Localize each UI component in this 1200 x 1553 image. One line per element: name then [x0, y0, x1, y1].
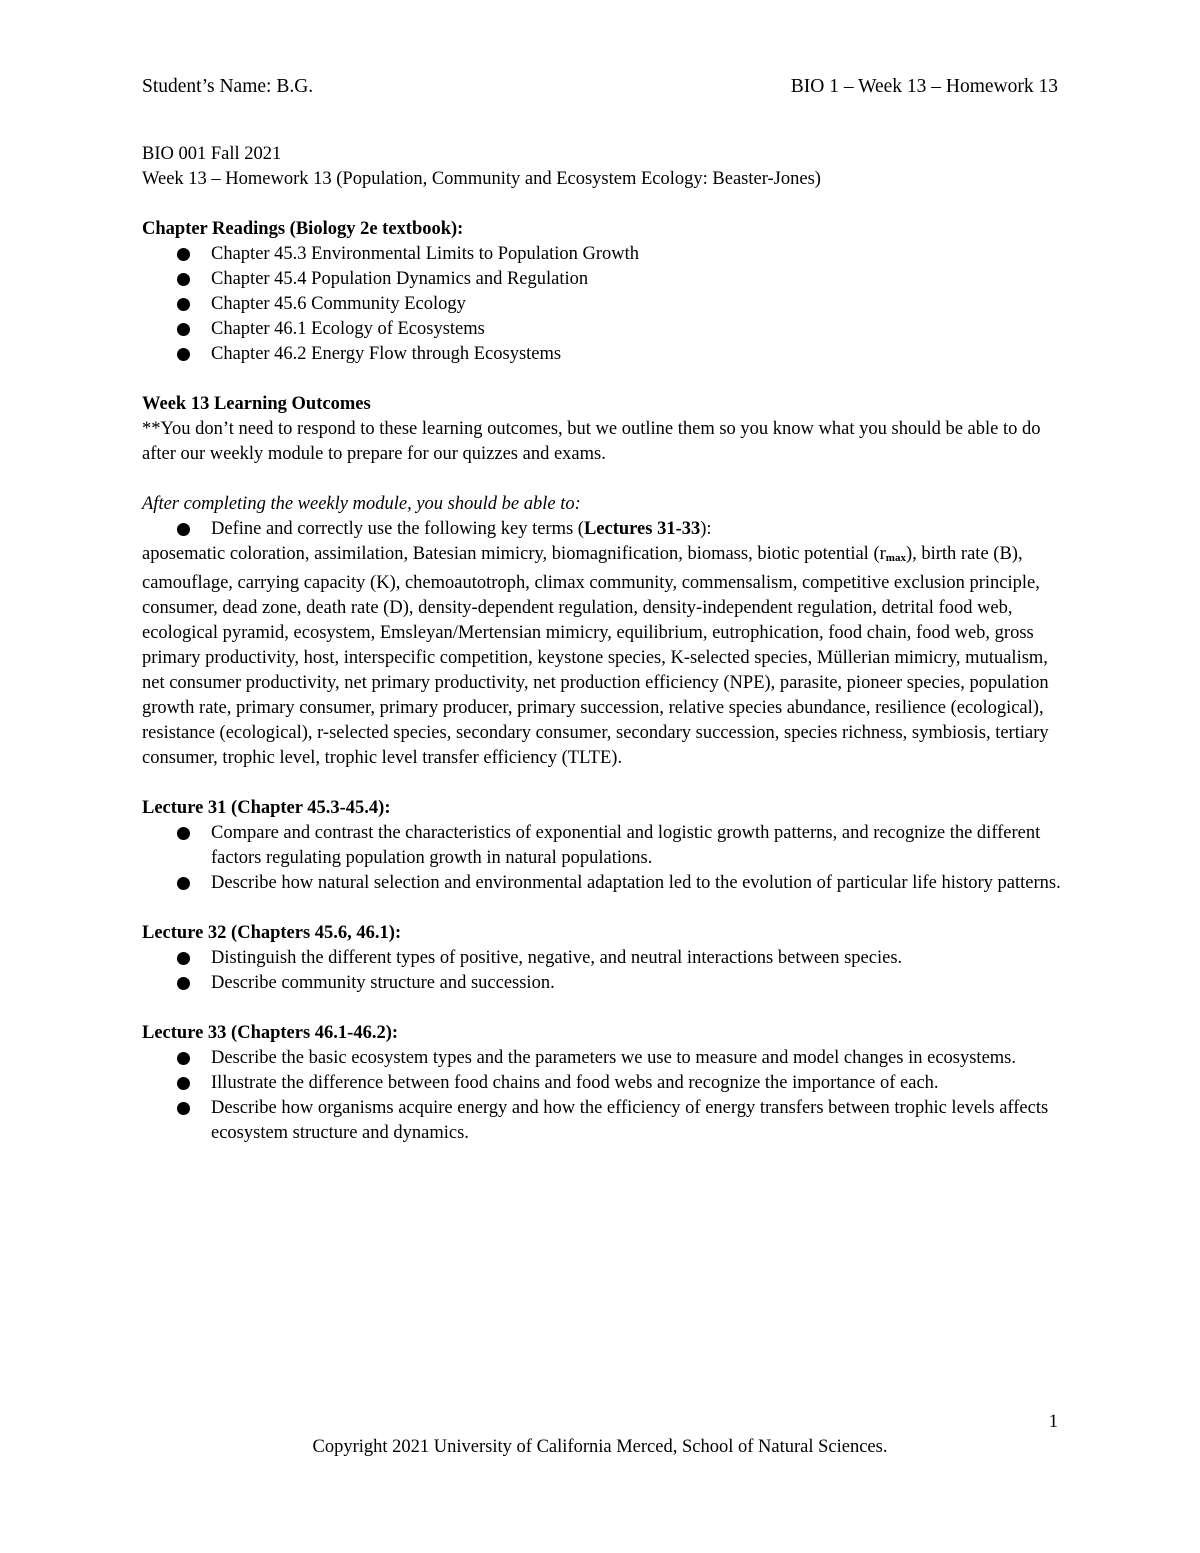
rmax-subscript: max	[885, 552, 906, 564]
outcome-item: Illustrate the difference between food chains and food webs and recognize the importance of each.	[211, 1073, 939, 1093]
outcome-item: Compare and contrast the characteristics of exponential and logistic growth patterns, and recognize the different factors regulating population growth in natural populations.	[211, 823, 1041, 868]
course-line: BIO 001 Fall 2021	[142, 144, 282, 164]
bullet-icon	[177, 1102, 190, 1115]
reading-item: Chapter 46.1 Ecology of Ecosystems	[211, 319, 485, 339]
key-terms-rest: ), birth rate (B), camouflage, carrying capacity (K), chemoautotroph, climax community, commensalism, competitive exclusion principle, consumer, dead zone, death rate (D), density-dependent regulation, density-independent regulation, detrital food web, ecological pyramid, ecosystem, Emsleyan/Mertensian mimicry, equilibrium, eutrophication, food chain, food web, gross primary productivity, host, interspecific competition, keystone species, K-selected species, Müllerian mimicry, mutualism, net consumer productivity, net primary productivity, net production efficiency (NPE), parasite, pioneer species, population growth rate, primary consumer, primary producer, primary succession, relative species abundance, resilience (ecological), resistance (ecological), r-selected species, secondary consumer, secondary succession, species richness, symbiosis, tertiary consumer, trophic level, trophic level transfer efficiency (TLTE).	[142, 544, 1049, 768]
bullet-icon	[177, 273, 190, 286]
bullet-icon	[177, 877, 190, 890]
bullet-icon	[177, 523, 190, 536]
list-item	[142, 946, 1062, 971]
readings-heading: Chapter Readings (Biology 2e textbook):	[142, 219, 464, 239]
page-header	[142, 74, 1058, 100]
bullet-icon	[177, 298, 190, 311]
document-body	[142, 142, 1062, 1146]
key-terms	[142, 542, 1062, 771]
homework-line: Week 13 – Homework 13 (Population, Community and Ecosystem Ecology: Beaster-Jones)	[142, 169, 821, 189]
lecture-32-list	[142, 946, 1062, 996]
outcomes-note: **You don’t need to respond to these learning outcomes, but we outline them so you know what you should be able to do after our weekly module to prepare for our quizzes and exams.	[142, 419, 1041, 464]
outcomes-intro: After completing the weekly module, you should be able to:	[142, 494, 581, 514]
bullet-icon	[177, 977, 190, 990]
list-item	[142, 821, 1062, 871]
lecture-33-list	[142, 1046, 1062, 1146]
list-item	[142, 1071, 1062, 1096]
outcome-item: Describe the basic ecosystem types and the parameters we use to measure and model changes in ecosystems.	[211, 1048, 1016, 1068]
key-terms-start: aposematic coloration, assimilation, Batesian mimicry, biomagnification, biomass, biotic potential (r	[142, 544, 886, 564]
outcome-item: Describe community structure and succession.	[211, 973, 555, 993]
reading-item: Chapter 45.6 Community Ecology	[211, 294, 466, 314]
list-item	[142, 517, 1062, 542]
list-item	[142, 317, 1062, 342]
list-item	[142, 292, 1062, 317]
assignment-title: BIO 1 – Week 13 – Homework 13	[790, 76, 1058, 97]
bullet-icon	[177, 248, 190, 261]
reading-item: Chapter 45.3 Environmental Limits to Population Growth	[211, 244, 640, 264]
bullet-icon	[177, 1077, 190, 1090]
readings-list	[142, 242, 1062, 367]
reading-item: Chapter 45.4 Population Dynamics and Regulation	[211, 269, 589, 289]
list-item	[142, 1096, 1062, 1146]
list-item	[142, 342, 1062, 367]
outcome-item: Describe how natural selection and environmental adaptation led to the evolution of particular life history patterns.	[211, 873, 1061, 893]
list-item	[142, 871, 1062, 896]
lecture-33-heading: Lecture 33 (Chapters 46.1-46.2):	[142, 1023, 399, 1043]
list-item	[142, 242, 1062, 267]
define-pre: Define and correctly use the following key terms (	[211, 519, 584, 539]
lecture-31-list	[142, 821, 1062, 896]
bullet-icon	[177, 348, 190, 361]
outcome-item: Describe how organisms acquire energy and how the efficiency of energy transfers between trophic levels affects ecosystem structure and dynamics.	[211, 1098, 1049, 1143]
lecture-32-heading: Lecture 32 (Chapters 45.6, 46.1):	[142, 923, 402, 943]
define-post: ):	[700, 519, 712, 539]
bullet-icon	[177, 323, 190, 336]
list-item	[142, 1046, 1062, 1071]
define-list	[142, 517, 1062, 542]
student-name: Student’s Name: B.G.	[142, 76, 314, 97]
lecture-31-heading: Lecture 31 (Chapter 45.3-45.4):	[142, 798, 391, 818]
copyright-footer: Copyright 2021 University of California Merced, School of Natural Sciences.	[312, 1437, 888, 1457]
list-item	[142, 971, 1062, 996]
bullet-icon	[177, 827, 190, 840]
define-lectures: Lectures 31-33	[583, 519, 701, 539]
bullet-icon	[177, 952, 190, 965]
outcomes-heading: Week 13 Learning Outcomes	[142, 394, 371, 414]
bullet-icon	[177, 1052, 190, 1065]
page-number: 1	[1048, 1412, 1058, 1432]
reading-item: Chapter 46.2 Energy Flow through Ecosystems	[211, 344, 562, 364]
list-item	[142, 267, 1062, 292]
outcome-item: Distinguish the different types of positive, negative, and neutral interactions between species.	[211, 948, 903, 968]
